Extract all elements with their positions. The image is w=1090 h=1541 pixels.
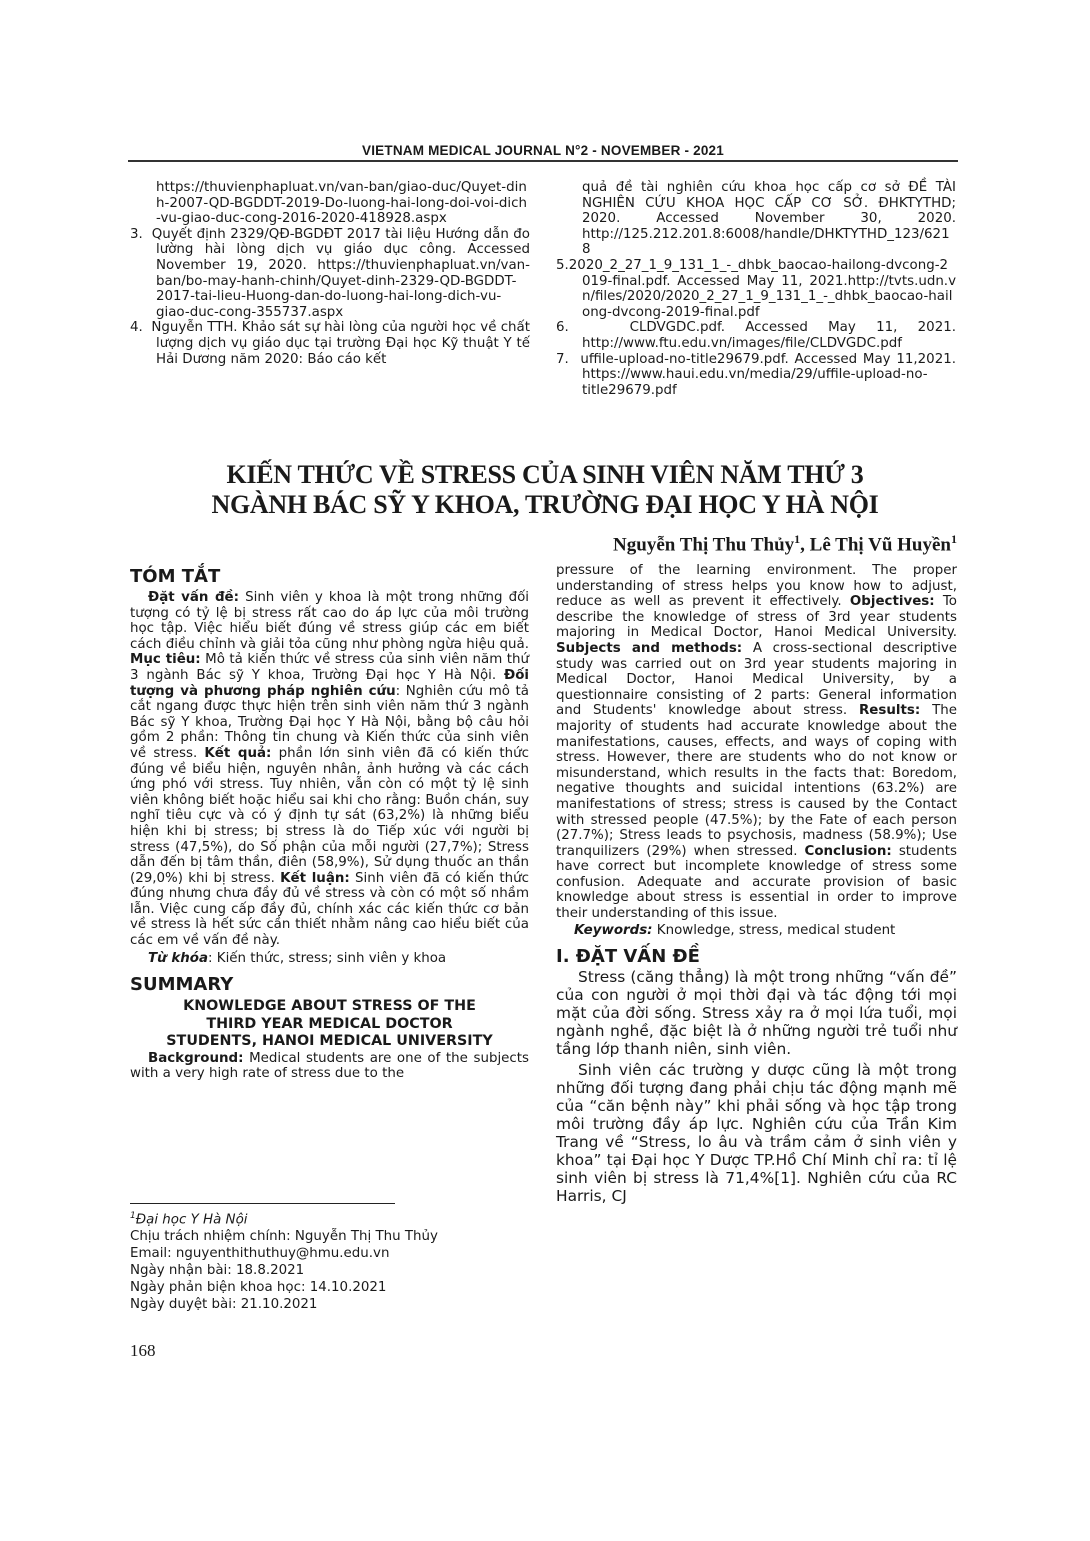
affiliation-text: Đại học Y Hà Nội <box>135 1212 248 1228</box>
footnotes <box>130 1208 550 1313</box>
reference-item-6 <box>556 320 956 351</box>
header-rule <box>128 160 958 162</box>
abstract-text: A cross-sectional descriptive study was carried out on 3rd year students majoring in Medical Doctor, Hanoi Medical University, by a questionnaire consisting of 2 parts: General information and Students' knowledge about stress. <box>556 640 957 719</box>
abstract-vietnamese <box>130 590 529 949</box>
keywords-label: Keywords: <box>574 922 653 938</box>
abstract-text: Sinh viên y khoa là một trong những đối tượng có tỷ lệ bị stress rất cao do áp lực của môi trường học tập. Việc hiểu biết đúng về stress giúp các em biết cách điều chỉnh và giải tỏa cũng như phòng ngừa hiệu quả. <box>130 590 529 652</box>
abstract-label: Kết luận: <box>280 870 350 886</box>
reference-title: 2020_2_27_1_9_131_1_- <box>568 257 732 273</box>
section-heading-dat-van-de: I. ĐẶT VẤN ĐỀ <box>556 946 700 968</box>
abstract-text: To describe the knowledge of stress of 3rd year students majoring in Medical Doctor, Hanoi Medical University. <box>556 594 957 641</box>
affiliation-marker: 1 <box>130 1211 136 1221</box>
reference-text: 2017 tài liệu Hướng dẫn đo lường hài lòng dịch vụ giáo dục công. Accessed November 19, 2020. https://thuvienphapluat.vn/van-ban/bo-may-hanh-chinh/Quyet-dinh-2329-QD-BGDDT-2017-tai-lieu-Huong-dan-do-luong-hai-long-dich-vu-giao-duc-cong-355737.aspx <box>156 226 531 320</box>
reference-item-3 <box>130 227 530 321</box>
footnote-affiliation <box>130 1208 550 1228</box>
journal-header: VIETNAM MEDICAL JOURNAL N°2 - NOVEMBER - 2021 <box>362 143 724 158</box>
footnote-responsible: Chịu trách nhiệm chính: Nguyễn Thị Thu Thủy <box>130 1229 438 1245</box>
summary-title-line: KNOWLEDGE ABOUT STRESS OF THE <box>183 998 476 1015</box>
reference-item-5 <box>556 258 956 320</box>
abstract-text: phần lớn sinh viên đã có kiến thức đúng về biểu hiện, nguyên nhân, ảnh hưởng và các cách ứng phó với stress. Tuy nhiên, vẫn còn có một tỷ lệ sinh viên không biết hoặc hiểu sai khi cho rằng: Buồn chán, suy nghĩ tiêu cực và có ý định tự sát (63,2%) là những biểu hiện khi bị stress; bị stress là do Tiếp xúc với người bị stress (47,5%), do Số phận của mỗi người (27,7%); Stress dẫn đến bị tâm thần, điên (58,9%), Sử dụng thuốc an thần (29,0%) khi bị stress. <box>130 745 530 886</box>
section-heading-tom-tat: TÓM TẮT <box>130 566 221 587</box>
footnote-approved: Ngày duyệt bài: 21.10.2021 <box>130 1297 318 1313</box>
reference-text: _dhbk_baocao-hailong-dvcong-2019-final.pdf. Accessed May 11, 2021.http://tvts.udn.vn/files/2020/2020_2_27_1_9_131_1_-_dhbk_baocao-hailong-dvcong-2019-final.pdf <box>582 257 956 320</box>
abstract-label: Objectives: <box>849 594 935 610</box>
summary-title-line: THIRD YEAR MEDICAL DOCTOR <box>206 1015 453 1032</box>
keywords-label: Từ khóa <box>148 950 209 966</box>
abstract-english-start <box>130 1051 529 1082</box>
reference-title: CLDVGDC.pdf. <box>629 320 725 336</box>
footnote-rule <box>130 1203 395 1204</box>
abstract-text: Sinh viên đã có kiến thức đúng nhưng chưa đầy đủ về stress và còn có một số nhầm lẫn. Việc cung cấp đầy đủ, chính xác các kiến thức cơ bản về stress là hết sức cần thiết nhằm nâng cao hiểu biết của các em về vấn đề này. <box>130 870 529 949</box>
summary-title <box>130 998 529 1051</box>
author-name: Nguyễn Thị Thu Thủy <box>613 534 795 556</box>
reference-number: 3. <box>130 226 143 242</box>
summary-title-line: STUDENTS, HANOI MEDICAL UNIVERSITY <box>166 1033 493 1050</box>
abstract-label: Background: <box>148 1050 244 1066</box>
references-left-column <box>130 180 530 367</box>
abstract-text: Mô tả kiến thức về stress của sinh viên năm thứ 3 ngành Bác sỹ Y khoa, Trường Đại học Y Hà Nội. <box>130 652 529 683</box>
abstract-label: Mục tiêu: <box>130 652 201 668</box>
keywords-text: Knowledge, stress, medical student <box>652 922 896 938</box>
reference-text: Khảo sát sự hài lòng của người học về chất lượng dịch vụ giáo dục tại trường Đại học Kỹ thuật Y tế Hải Dương năm 2020: Báo cáo kết <box>156 320 531 367</box>
abstract-label: Subjects and methods: <box>556 640 743 656</box>
abstract-label: Đối tượng và phương pháp nghiên cứu <box>130 667 529 699</box>
author-affiliation-marker: 1 <box>951 532 957 546</box>
abstract-text: : Nghiên cứu mô tả cắt ngang được thực hiện trên sinh viên năm thứ 3 ngành Bác sỹ Y khoa, Trường Đại học Y Hà Nội, bằng bộ câu hỏi gồm 2 phần: Thông tin chung và Kiến thức của sinh viên về stress. <box>130 683 529 761</box>
keywords-text: : Kiến thức, stress; sinh viên y khoa <box>208 950 447 966</box>
footnote-received: Ngày nhận bài: 18.8.2021 <box>130 1263 305 1279</box>
author-affiliation-marker: 1 <box>794 532 801 546</box>
article-title-line-1: KIẾN THỨC VỀ STRESS CỦA SINH VIÊN NĂM THỨ 3 <box>226 460 864 489</box>
reference-number: 6. <box>556 320 569 336</box>
authors <box>520 532 957 556</box>
section-heading-summary: SUMMARY <box>130 974 234 996</box>
author-separator: , <box>800 534 810 556</box>
reference-text: Accessed May 11, 2021. http://www.ftu.edu.vn/images/file/CLDVGDC.pdf <box>582 320 956 351</box>
abstract-label: Đặt vấn đề: <box>148 590 239 605</box>
article-title <box>150 460 940 520</box>
page-number: 168 <box>130 1341 156 1360</box>
abstract-label: Results: <box>859 703 921 719</box>
body-paragraph: Sinh viên các trường y dược cũng là một trong những đối tượng đang phải chịu tác động mạnh mẽ của “căn bệnh này” khi phải sống và học tập trong môi trường đầy áp lực. Nghiên cứu của Trần Kim Trang về “Stress, lo âu và trầm cảm ở sinh viên y khoa” tại Đại học Y Dược TP.Hồ Chí Minh chỉ ra: tỉ lệ sinh viên bị stress là 71,4%[1]. Nghiên cứu của RC Harris, CJ <box>556 1061 957 1206</box>
article-title-line-2: NGÀNH BÁC SỸ Y KHOA, TRƯỜNG ĐẠI HỌC Y HÀ NỘI <box>211 490 879 519</box>
reference-number: 4. <box>130 320 143 336</box>
abstract-text: pressure of the learning environment. The proper understanding of stress helps you know how to adjust, reduce as well as prevent it effectively. <box>556 563 957 610</box>
left-column <box>130 566 529 1082</box>
keywords-vietnamese <box>130 951 529 967</box>
reference-continuation: https://thuvienphapluat.vn/van-ban/giao-duc/Quyet-dinh-2007-QD-BGDDT-2019-Do-luong-hai-long-doi-voi-dich-vu-giao-duc-cong-2016-2020-418928.aspx <box>156 180 527 227</box>
keywords-english <box>556 923 957 939</box>
body-paragraph: Stress (căng thẳng) là một trong những “vấn đề” của con người ở mọi thời đại và tác động tới mọi mặt của đời sống. Stress xảy ra ở mọi lứa tuổi, mọi ngành nghề, đặc biệt là ở những người trẻ tuổi như tầng lớp thanh niên, sinh viên. <box>556 968 957 1059</box>
references-right-column <box>556 180 956 398</box>
abstract-text: Medical students are one of the subjects with a very high rate of stress due to the <box>130 1050 529 1082</box>
reference-title: Quyết định 2329/QĐ-BGDĐT <box>151 226 343 242</box>
abstract-english-continued <box>556 563 957 922</box>
abstract-label: Kết quả: <box>204 745 272 761</box>
reference-number: 5. <box>556 257 569 273</box>
author-name: Lê Thị Vũ Huyền <box>809 534 951 556</box>
reference-continuation: quả đề tài nghiên cứu khoa học cấp cơ sở ĐỀ TÀI NGHIÊN CỨU KHOA HỌC CẤP CƠ SỞ. ĐHKTYTHD; 2020. Accessed November 30, 2020. http://125.212.201.8:6008/handle/DHKTYTHD_123/6218 <box>582 180 956 258</box>
footnote-email: Email: nguyenthithuthuy@hmu.edu.vn <box>130 1246 390 1262</box>
abstract-label: Conclusion: <box>804 843 892 859</box>
reference-title: uffile-upload-no-title29679.pdf. <box>580 351 789 367</box>
abstract-text: The majority of students had accurate knowledge about the manifestations, causes, effects, and ways of coping with stress. However, there are students who do not know or misunderstand, which results in the facts that: Boredom, negative thoughts and suicidal intentions (63.2%) are manifestations of stress; stress is caused by the Contact with stressed people (47.5%); by the Fate of each person (27.7%); Stress leads to psychosis, madness (58.9%); Use tranquilizers (29%) when stressed. <box>556 703 957 859</box>
abstract-text: students have correct but incomplete knowledge of stress some confusion. Adequate and accurate provision of basic knowledge about stress is essential in order to improve their understanding of this issue. <box>556 843 957 922</box>
footnote-reviewed: Ngày phản biện khoa học: 14.10.2021 <box>130 1280 387 1296</box>
reference-text: Accessed May 11,2021. https://www.haui.edu.vn/media/29/uffile-upload-no-title29679.pdf <box>582 351 956 398</box>
right-column <box>556 563 957 1205</box>
reference-item-4 <box>130 320 530 367</box>
reference-title: Nguyễn TTH. <box>151 320 238 336</box>
reference-number: 7. <box>556 351 569 367</box>
reference-item-7 <box>556 352 956 399</box>
